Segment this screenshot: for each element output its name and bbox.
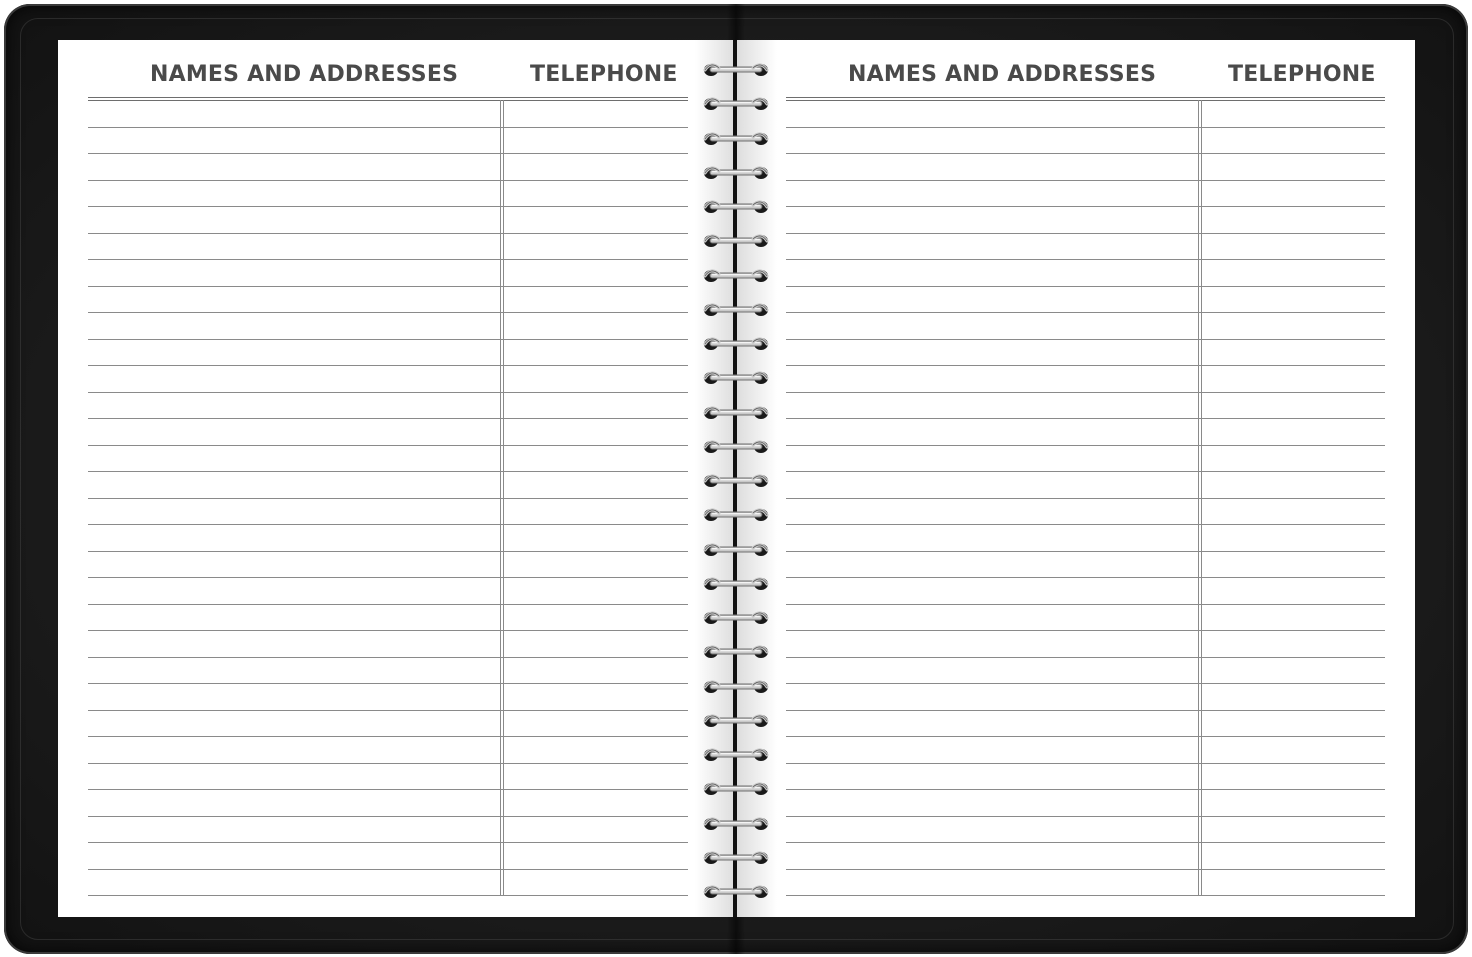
ruled-line [88,286,688,287]
ruled-line [88,259,688,260]
spiral-ring [702,608,770,628]
ruled-line [88,842,688,843]
ruled-line [88,471,688,472]
ruled-line [88,418,688,419]
spiral-ring [702,94,770,114]
spiral-ring [702,574,770,594]
left-page [58,40,735,917]
ruled-line [88,816,688,817]
ruled-line [786,312,1385,313]
names-and-addresses-heading: NAMES AND ADDRESSES [150,62,459,87]
telephone-heading: TELEPHONE [1228,62,1376,87]
column-divider [503,100,504,895]
ruled-line [88,551,688,552]
names-and-addresses-heading: NAMES AND ADDRESSES [848,62,1157,87]
ruled-line [88,206,688,207]
spiral-ring [702,779,770,799]
ruled-line [786,789,1385,790]
ruled-line [786,895,1385,896]
ruled-line [786,127,1385,128]
ruled-line [786,657,1385,658]
ruled-line [786,180,1385,181]
ruled-line [88,524,688,525]
spiral-ring [702,540,770,560]
spiral-ring [702,231,770,251]
ruled-line [88,365,688,366]
ruled-line [88,577,688,578]
spiral-ring [702,334,770,354]
ruled-line [786,604,1385,605]
column-divider [1198,100,1199,895]
ruled-line [88,392,688,393]
ruled-line [786,259,1385,260]
spiral-ring [702,403,770,423]
ruled-line [88,657,688,658]
ruled-line [786,524,1385,525]
ruled-line [88,683,688,684]
column-divider [500,100,501,895]
ruled-line [786,577,1385,578]
ruled-line [786,471,1385,472]
spiral-ring [702,471,770,491]
ruled-line [88,895,688,896]
spiral-ring [702,163,770,183]
header-rule [786,97,1385,98]
ruled-line [786,286,1385,287]
ruled-line [88,339,688,340]
spiral-ring [702,505,770,525]
spiral-ring [702,266,770,286]
ruled-line [786,869,1385,870]
header-rule [88,100,688,101]
ruled-line [88,233,688,234]
spiral-ring [702,882,770,902]
ruled-line [786,206,1385,207]
header-rule [786,100,1385,101]
ruled-line [88,763,688,764]
spiral-ring [702,60,770,80]
ruled-line [786,418,1385,419]
ruled-line [786,339,1385,340]
spiral-ring [702,437,770,457]
ruled-line [786,630,1385,631]
ruled-line [88,710,688,711]
telephone-heading: TELEPHONE [530,62,678,87]
ruled-line [88,630,688,631]
ruled-line [786,683,1385,684]
ruled-line [786,710,1385,711]
spiral-ring [702,129,770,149]
ruled-line [786,842,1385,843]
ruled-line [88,498,688,499]
right-page [737,40,1415,917]
ruled-line [786,392,1385,393]
spiral-ring [702,300,770,320]
ruled-line [88,445,688,446]
spiral-ring [702,848,770,868]
ruled-line [88,153,688,154]
ruled-line [88,127,688,128]
ruled-line [88,869,688,870]
ruled-line [88,736,688,737]
ruled-line [786,445,1385,446]
spiral-ring [702,368,770,388]
spiral-ring [702,197,770,217]
ruled-line [786,736,1385,737]
ruled-line [786,551,1385,552]
spiral-ring [702,814,770,834]
spiral-ring [702,745,770,765]
spiral-ring [702,711,770,731]
spiral-ring [702,677,770,697]
ruled-line [88,604,688,605]
ruled-line [786,498,1385,499]
ruled-line [88,180,688,181]
ruled-line [786,763,1385,764]
ruled-line [88,312,688,313]
column-divider [1201,100,1202,895]
ruled-line [786,365,1385,366]
ruled-line [786,816,1385,817]
spiral-ring [702,642,770,662]
ruled-line [786,153,1385,154]
ruled-line [786,233,1385,234]
ruled-line [88,789,688,790]
header-rule [88,97,688,98]
